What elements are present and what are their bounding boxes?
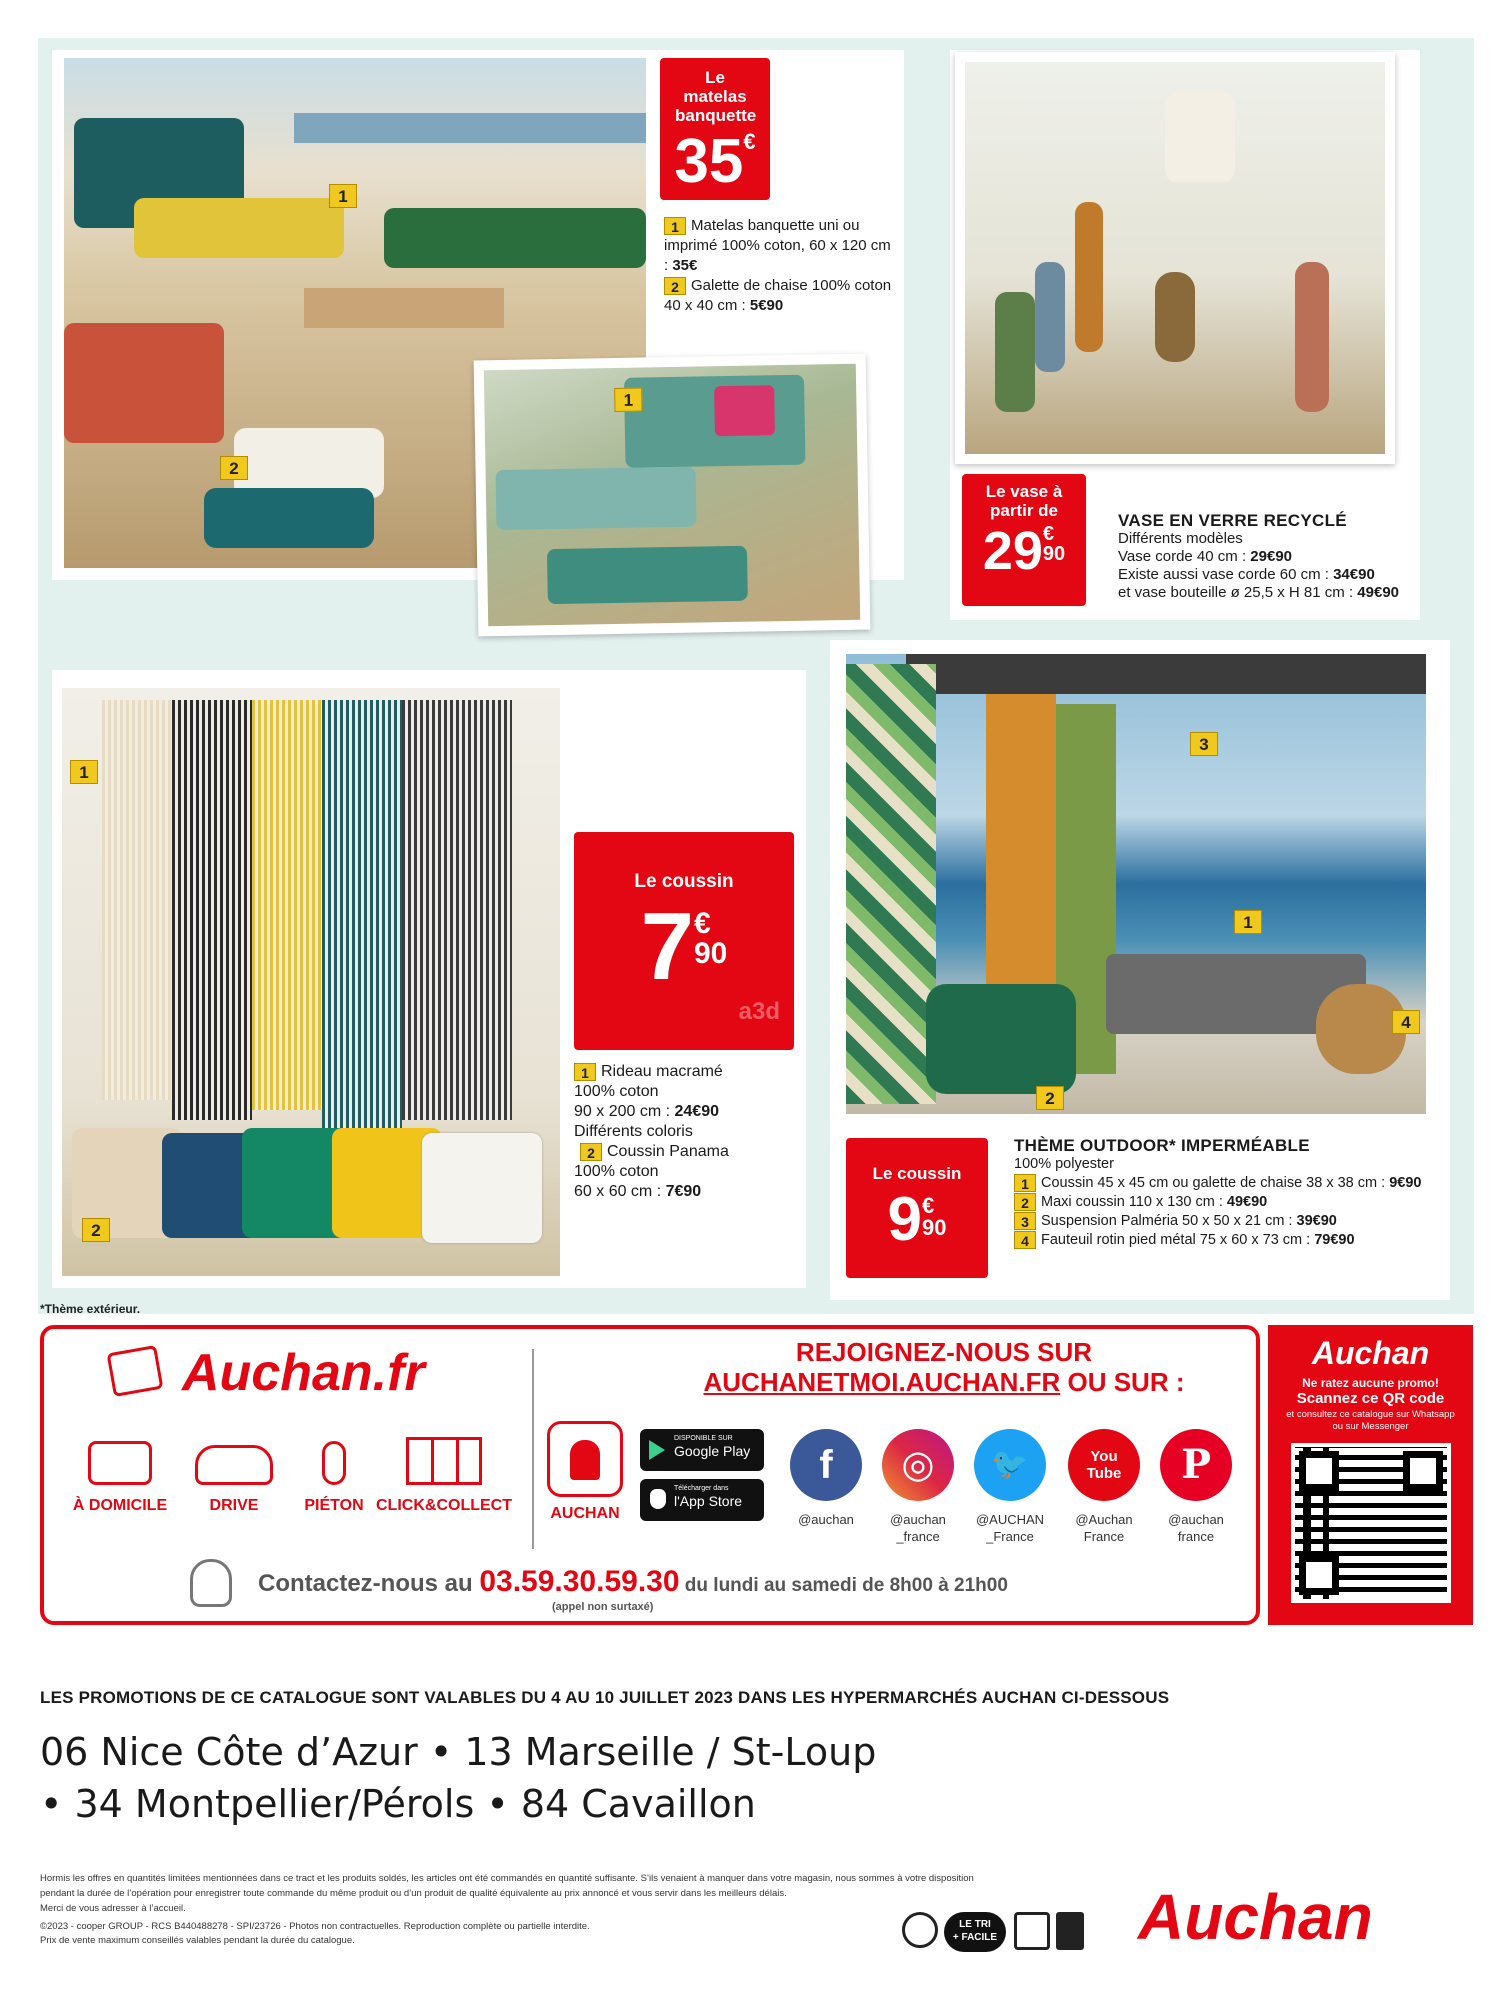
product-tag-2: 2 xyxy=(1036,1086,1064,1110)
product-tag-2: 2 xyxy=(82,1218,110,1242)
twitter-icon[interactable]: 🐦 xyxy=(974,1429,1046,1501)
vase-amber xyxy=(1075,202,1103,352)
macrame-black xyxy=(172,700,252,1120)
qr-finder-bl xyxy=(1299,1555,1339,1595)
floor-mattress xyxy=(547,546,748,604)
tropical-cushion xyxy=(926,984,1076,1094)
trash-icon xyxy=(1056,1912,1084,1950)
item-number: 2 xyxy=(664,277,686,295)
delivery-truck-icon xyxy=(88,1441,152,1485)
headset-icon xyxy=(190,1559,232,1607)
qr-finder-tl xyxy=(1299,1451,1339,1491)
legal-line-5: Prix de vente maximum conseillés valables pendant la durée du catalogue. xyxy=(40,1935,355,1946)
rideau-panel xyxy=(52,670,806,1288)
outdoor-item-3: 3 Suspension Palméria 50 x 50 x 21 cm : 39€90 xyxy=(1014,1212,1444,1231)
mattress-green xyxy=(384,208,646,268)
wooden-table xyxy=(304,288,504,328)
auchan-fr-link[interactable]: Auchan.fr xyxy=(182,1344,425,1402)
pinterest-icon[interactable]: P xyxy=(1160,1429,1232,1501)
outdoor-title: THÈME OUTDOOR* IMPERMÉABLE xyxy=(1014,1136,1310,1155)
outdoor-photo xyxy=(846,654,1426,1114)
price-label: Le matelas banquette xyxy=(675,68,757,125)
rideau-description: 1 Rideau macramé 100% coton 90 x 200 cm : 24€90 Différents coloris 2 Coussin Panama 100% coton 60 x 60 cm : 7€90 xyxy=(574,1063,729,1200)
app-store-button[interactable]: Télécharger dans l'App Store xyxy=(640,1479,764,1521)
product-tag-4: 4 xyxy=(1392,1010,1420,1034)
pink-cushion xyxy=(714,385,775,436)
roof xyxy=(906,654,1426,694)
facebook-icon[interactable]: f xyxy=(790,1429,862,1501)
google-play-button[interactable]: DISPONIBLE SUR Google Play xyxy=(640,1429,764,1471)
vase-bronze xyxy=(1155,272,1195,362)
youtube-handle: @Auchan France xyxy=(1075,1512,1133,1544)
item-number: 1 xyxy=(664,217,686,235)
outdoor-item-4: 4 Fauteuil rotin pied métal 75 x 60 x 73 cm : 79€90 xyxy=(1014,1231,1444,1250)
stores-header: LES PROMOTIONS DE CE CATALOGUE SONT VALABLES DU 4 AU 10 JUILLET 2023 DANS LES HYPERMARCHÉS AUCHAN CI-DESSOUS xyxy=(40,1688,1170,1707)
legal-line-4: ©2023 - cooper GROUP - RCS B440488278 - SPI/23726 - Photos non contractuelles. Reproduction complète ou partielle interdite. xyxy=(40,1921,590,1932)
qr-code-panel: Auchan Ne ratez aucune promo! Scannez ce QR code et consultez ce catalogue sur Whatsapp ou sur Messenger xyxy=(1268,1325,1473,1625)
price-label: Le vase à partir de xyxy=(985,482,1063,520)
rideau-photo xyxy=(62,688,560,1276)
product-tag-1: 1 xyxy=(1234,910,1262,934)
qr-code[interactable] xyxy=(1291,1443,1451,1603)
price-value: 29€ 90 xyxy=(982,521,1066,581)
price-value: 9€ 90 xyxy=(887,1185,947,1254)
footer-contact-box xyxy=(40,1325,1260,1625)
cart-logo-icon xyxy=(107,1345,164,1397)
stores-line-1: 06 Nice Côte d’Azur • 13 Marseille / St-Loup xyxy=(40,1730,877,1774)
macrame-teal xyxy=(322,700,402,1130)
price-value: 35€ xyxy=(674,127,756,196)
vase-description: VASE EN VERRE RECYCLÉ Différents modèles Vase corde 40 cm : 29€90 Existe aussi vase corde 60 cm : 34€90 et vase bouteille ø 25,5 x H 81 cm : 49€90 xyxy=(1118,512,1468,602)
pinterest-handle: @auchan france xyxy=(1168,1512,1224,1544)
play-icon xyxy=(649,1440,665,1460)
outdoor-price-box xyxy=(846,1138,988,1278)
vase-blue xyxy=(1035,262,1065,372)
outdoor-item-1: 1 Coussin 45 x 45 cm ou galette de chaise 38 x 38 cm : 9€90 xyxy=(1014,1174,1444,1193)
cushion-white xyxy=(422,1133,542,1243)
service-click-collect[interactable]: CLICK&COLLECT xyxy=(364,1441,524,1515)
vase-niche xyxy=(1165,92,1235,182)
stores-line-2: • 34 Montpellier/Pérols • 84 Cavaillon xyxy=(40,1782,756,1826)
auchan-app-icon xyxy=(547,1421,623,1497)
recycling-bin-icon xyxy=(1014,1912,1050,1950)
car-icon xyxy=(195,1445,273,1485)
macrame-beige xyxy=(102,700,172,1100)
auchanetmoi-link[interactable]: AUCHANETMOI.AUCHAN.FR xyxy=(703,1367,1061,1397)
service-pieton[interactable]: PIÉTON xyxy=(284,1441,384,1515)
footer-divider xyxy=(532,1349,534,1549)
contact-phone[interactable]: 03.59.30.59.30 xyxy=(479,1565,680,1598)
outdoor-panel xyxy=(830,640,1450,1300)
macrame-yellow xyxy=(252,700,322,1110)
matelas-inset-photo xyxy=(474,354,871,637)
matelas-description: 1 Matelas banquette uni ou imprimé 100% coton, 60 x 120 cm : 35€ 2 Galette de chaise 100% coton 40 x 40 cm : 5€90 xyxy=(664,217,892,314)
rideau-price-box xyxy=(574,832,794,1050)
matelas-price-box xyxy=(660,58,770,200)
product-tag-3: 3 xyxy=(1190,732,1218,756)
bird-icon xyxy=(570,1440,600,1480)
floral-mattress xyxy=(496,467,697,530)
join-heading: REJOIGNEZ-NOUS SUR AUCHANETMOI.AUCHAN.FR OU SUR : xyxy=(703,1337,1185,1397)
outdoor-item-2: 2 Maxi coussin 110 x 130 cm : 49€90 xyxy=(1014,1193,1444,1212)
product-tag-1: 1 xyxy=(70,760,98,784)
legal-line-2: pendant la durée de l’opération pour enregistrer toute commande du même produit ou d’un produit de qualité équivalente au prix annoncé et vous servir dans les meilleurs délais. xyxy=(40,1888,787,1899)
product-tag-1: 1 xyxy=(329,184,357,208)
product-tag-1: 1 xyxy=(614,388,642,412)
contact-note: (appel non surtaxé) xyxy=(552,1601,654,1613)
price-label: Le coussin xyxy=(872,1164,962,1183)
qr-brand: Auchan xyxy=(1311,1335,1430,1371)
vase-rose xyxy=(1295,262,1329,412)
legal-line-1: Hormis les offres en quantités limitées mentionnées dans ce tract et les produits soldés, les articles ont été commandés en quantité suffisante. S’ils venaient à manquer dans votre magasin, nous sommes à votre disposition xyxy=(40,1873,974,1884)
triman-icon xyxy=(902,1912,938,1948)
vase-title: VASE EN VERRE RECYCLÉ xyxy=(1118,511,1347,530)
product-tag-2: 2 xyxy=(220,456,248,480)
lockers-icon xyxy=(406,1437,482,1485)
facebook-handle: @auchan xyxy=(798,1512,854,1527)
price-label: Le coussin xyxy=(634,871,734,892)
outdoor-description: THÈME OUTDOOR* IMPERMÉABLE 100% polyester 1 Coussin 45 x 45 cm ou galette de chaise 38 x 38 cm : 9€90 2 Maxi coussin 110 x 130 cm : 49€90 3 Suspension Palméria 50 x 50 x 21 cm : 39€90 4 Fauteuil rotin pied métal 75 x 60 x 73 cm : 79€90 xyxy=(1014,1136,1444,1250)
tri-facile-badge: LE TRI + FACILE xyxy=(944,1912,1006,1952)
apple-icon xyxy=(650,1489,666,1509)
footnote: *Thème extérieur. xyxy=(40,1302,141,1316)
instagram-icon[interactable]: ◎ xyxy=(882,1429,954,1501)
qr-finder-tr xyxy=(1403,1451,1443,1491)
vase-price-box xyxy=(962,474,1086,606)
legal-line-3: Merci de vous adresser à l’accueil. xyxy=(40,1903,186,1914)
price-value: 7€ 90 xyxy=(640,893,728,1000)
service-drive[interactable]: DRIVE xyxy=(184,1441,284,1515)
cushion-teal xyxy=(204,488,374,548)
instagram-handle: @auchan _france xyxy=(890,1512,946,1544)
auchan-app-tile[interactable]: AUCHAN xyxy=(544,1421,626,1521)
auchan-bottom-logo: Auchan xyxy=(1138,1881,1373,1953)
pedestrian-icon xyxy=(322,1441,346,1485)
watermark: a3d xyxy=(738,998,780,1025)
contact-line: Contactez-nous au 03.59.30.59.30 du lundi au samedi de 8h00 à 21h00 xyxy=(258,1565,1008,1598)
youtube-icon[interactable]: You Tube xyxy=(1068,1429,1140,1501)
macrame-gray xyxy=(402,700,512,1120)
sea-strip xyxy=(294,113,646,143)
vase-green xyxy=(995,292,1035,412)
vase-photo xyxy=(955,52,1395,464)
curtain-tropical xyxy=(846,664,936,1104)
service-a-domicile[interactable]: À DOMICILE xyxy=(60,1441,180,1515)
mattress-red xyxy=(64,323,224,443)
mattress-yellow xyxy=(134,198,344,258)
twitter-handle: @AUCHAN _France xyxy=(975,1512,1045,1544)
